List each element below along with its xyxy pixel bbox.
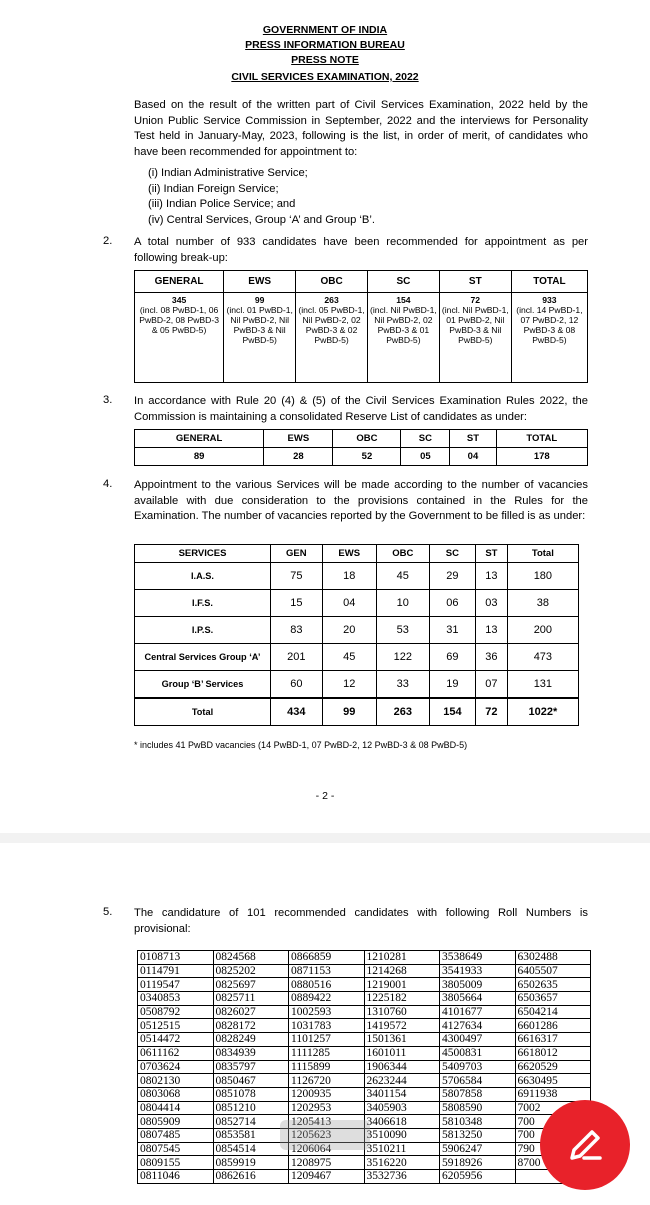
roll-number-cell: 0114791 bbox=[138, 964, 214, 978]
reserve-header: TOTAL bbox=[496, 430, 587, 448]
roll-number-cell: 0835797 bbox=[213, 1060, 289, 1074]
breakup-cell: 263 (incl. 05 PwBD-1, Nil PwBD-2, 02 PwBD-3 & 02 PwBD-5) bbox=[296, 293, 368, 383]
table-row: I.P.S. 83 20 53 31 13 200 bbox=[135, 617, 579, 644]
roll-number-cell: 0852714 bbox=[213, 1115, 289, 1129]
vacancies-header: EWS bbox=[322, 545, 376, 563]
services-list-item: (iii) Indian Police Service; and bbox=[148, 198, 296, 210]
para-2-number: 2. bbox=[103, 235, 113, 247]
reserve-cell: 05 bbox=[401, 448, 450, 466]
roll-number-cell: 6601286 bbox=[515, 1019, 591, 1033]
roll-number-cell: 0862616 bbox=[213, 1170, 289, 1184]
vacancies-header: SC bbox=[429, 545, 475, 563]
roll-number-cell: 790 bbox=[515, 1142, 591, 1156]
roll-number-cell: 0512515 bbox=[138, 1019, 214, 1033]
table-row: Central Services Group ‘A’ 201 45 122 69 36 473 bbox=[135, 644, 579, 671]
vacancies-header: ST bbox=[476, 545, 508, 563]
table-row bbox=[138, 1019, 591, 1033]
roll-number-cell: 1200935 bbox=[289, 1087, 365, 1101]
header-line-1: GOVERNMENT OF INDIA bbox=[262, 24, 388, 36]
table-row: I.A.S. 75 18 45 29 13 180 bbox=[135, 563, 579, 590]
roll-number-cell: 1031783 bbox=[289, 1019, 365, 1033]
roll-number-cell: 1206064 bbox=[289, 1142, 365, 1156]
vacancies-table bbox=[134, 544, 579, 726]
roll-number-cell: 0880516 bbox=[289, 978, 365, 992]
roll-number-cell: 6911938 bbox=[515, 1087, 591, 1101]
roll-number-cell: 1906344 bbox=[364, 1060, 440, 1074]
roll-number-cell: 6630495 bbox=[515, 1074, 591, 1088]
roll-number-cell: 0824568 bbox=[213, 951, 289, 965]
roll-number-cell: 0809155 bbox=[138, 1156, 214, 1170]
footnote: * includes 41 PwBD vacancies (14 PwBD-1, 07 PwBD-2, 12 PwBD-3 & 08 PwBD-5) bbox=[134, 740, 468, 750]
header-line-3: PRESS NOTE bbox=[291, 54, 359, 66]
roll-number-cell: 0804414 bbox=[138, 1101, 214, 1115]
roll-number-cell: 0851078 bbox=[213, 1087, 289, 1101]
roll-number-cell: 5706584 bbox=[440, 1074, 516, 1088]
table-row bbox=[138, 1046, 591, 1060]
roll-number-cell: 8700 bbox=[515, 1156, 591, 1170]
roll-number-cell: 0851210 bbox=[213, 1101, 289, 1115]
roll-number-cell: 1126720 bbox=[289, 1074, 365, 1088]
roll-number-cell: 1225182 bbox=[364, 992, 440, 1006]
table-row bbox=[138, 978, 591, 992]
roll-number-cell: 0108713 bbox=[138, 951, 214, 965]
table-row bbox=[138, 951, 591, 965]
breakup-cell: 345 (incl. 08 PwBD-1, 06 PwBD-2, 08 PwBD-3 & 05 PwBD-5) bbox=[135, 293, 224, 383]
roll-number-cell: 6302488 bbox=[515, 951, 591, 965]
roll-number-cell: 0811046 bbox=[138, 1170, 214, 1184]
roll-number-cell: 3406618 bbox=[364, 1115, 440, 1129]
vacancies-header: Total bbox=[507, 545, 578, 563]
roll-number-cell: 700 bbox=[515, 1115, 591, 1129]
roll-number-cell: 3405903 bbox=[364, 1101, 440, 1115]
roll-number-cell: 1419572 bbox=[364, 1019, 440, 1033]
table-row bbox=[138, 1101, 591, 1115]
table-row bbox=[138, 1005, 591, 1019]
reserve-header: EWS bbox=[264, 430, 333, 448]
reserve-cell: 89 bbox=[135, 448, 264, 466]
services-list-item: (iv) Central Services, Group ‘A’ and Group ‘B’. bbox=[148, 213, 375, 226]
breakup-header: TOTAL bbox=[511, 271, 587, 293]
roll-number-cell: 0803068 bbox=[138, 1087, 214, 1101]
roll-number-cell: 0807545 bbox=[138, 1142, 214, 1156]
roll-number-cell: 0853581 bbox=[213, 1128, 289, 1142]
roll-number-cell: 1219001 bbox=[364, 978, 440, 992]
roll-number-cell: 700 bbox=[515, 1128, 591, 1142]
roll-number-cell: 1208975 bbox=[289, 1156, 365, 1170]
roll-number-cell: 5808590 bbox=[440, 1101, 516, 1115]
table-row bbox=[138, 992, 591, 1006]
services-list bbox=[148, 166, 375, 228]
roll-number-cell: 0871153 bbox=[289, 964, 365, 978]
reserve-header: GENERAL bbox=[135, 430, 264, 448]
roll-number-cell: 1601011 bbox=[364, 1046, 440, 1060]
roll-number-cell: 5810348 bbox=[440, 1115, 516, 1129]
roll-number-cell: 5906247 bbox=[440, 1142, 516, 1156]
table-row bbox=[138, 1170, 591, 1184]
roll-number-cell: 3516220 bbox=[364, 1156, 440, 1170]
roll-number-cell: 0825697 bbox=[213, 978, 289, 992]
roll-number-cell: 1205623 bbox=[289, 1128, 365, 1142]
table-row bbox=[138, 1074, 591, 1088]
roll-number-cell: 1205413 bbox=[289, 1115, 365, 1129]
header-line-2: PRESS INFORMATION BUREAU bbox=[245, 39, 405, 51]
table-row bbox=[138, 1033, 591, 1047]
roll-number-cell: 1214268 bbox=[364, 964, 440, 978]
roll-number-cell: 3538649 bbox=[440, 951, 516, 965]
scroll-indicator bbox=[280, 1120, 370, 1150]
edit-fab-button[interactable] bbox=[540, 1100, 630, 1190]
reserve-header: OBC bbox=[333, 430, 401, 448]
roll-number-cell: 4500831 bbox=[440, 1046, 516, 1060]
reserve-header: ST bbox=[450, 430, 496, 448]
roll-number-cell: 0889422 bbox=[289, 992, 365, 1006]
roll-number-cell: 0508792 bbox=[138, 1005, 214, 1019]
table-row bbox=[138, 964, 591, 978]
roll-number-cell: 0854514 bbox=[213, 1142, 289, 1156]
reserve-header: SC bbox=[401, 430, 450, 448]
para-5-text: The candidature of 101 recommended candidates with following Roll Numbers is provisional: bbox=[134, 907, 588, 935]
roll-number-cell: 1115899 bbox=[289, 1060, 365, 1074]
roll-number-cell: 4300497 bbox=[440, 1033, 516, 1047]
breakup-table bbox=[134, 270, 588, 383]
roll-number-cell: 7002 bbox=[515, 1101, 591, 1115]
roll-number-cell: 0611162 bbox=[138, 1046, 214, 1060]
roll-number-cell: 6504214 bbox=[515, 1005, 591, 1019]
roll-number-cell: 4101677 bbox=[440, 1005, 516, 1019]
roll-number-cell: 1101257 bbox=[289, 1033, 365, 1047]
roll-number-cell: 0850467 bbox=[213, 1074, 289, 1088]
roll-number-cell: 0805909 bbox=[138, 1115, 214, 1129]
reserve-table bbox=[134, 429, 588, 466]
roll-number-cell: 4127634 bbox=[440, 1019, 516, 1033]
vacancies-header: SERVICES bbox=[135, 545, 271, 563]
roll-number-cell: 2623244 bbox=[364, 1074, 440, 1088]
intro-paragraph: Based on the result of the written part of Civil Services Examination, 2022 held by the Union Public Service Commission in September, 2022 and the interviews for Personality Test held in January-May, 2023, following is the list, in order of merit, of candidates who have been recommended for appointment to: bbox=[134, 99, 588, 158]
header-line-4: CIVIL SERVICES EXAMINATION, 2022 bbox=[231, 71, 419, 83]
roll-number-cell: 0340853 bbox=[138, 992, 214, 1006]
roll-number-cell: 0119547 bbox=[138, 978, 214, 992]
total-row: Total 434 99 263 154 72 1022* bbox=[135, 698, 579, 726]
roll-number-cell: 0825711 bbox=[213, 992, 289, 1006]
roll-number-cell: 3532736 bbox=[364, 1170, 440, 1184]
para-2-text: A total number of 933 candidates have been recommended for appointment as per following break-up: bbox=[134, 236, 588, 264]
roll-number-cell: 0807485 bbox=[138, 1128, 214, 1142]
roll-number-cell: 5813250 bbox=[440, 1128, 516, 1142]
roll-number-cell: 3510211 bbox=[364, 1142, 440, 1156]
page-separator bbox=[0, 833, 650, 843]
breakup-header: SC bbox=[367, 271, 439, 293]
roll-number-cell: 5409703 bbox=[440, 1060, 516, 1074]
roll-number-cell: 5807858 bbox=[440, 1087, 516, 1101]
reserve-cell: 28 bbox=[264, 448, 333, 466]
table-row bbox=[138, 1060, 591, 1074]
roll-number-cell: 3401154 bbox=[364, 1087, 440, 1101]
para-3-text: In accordance with Rule 20 (4) & (5) of the Civil Services Examination Rules 2022, the Commission is maintaining a consolidated Reserve List of candidates as under: bbox=[134, 395, 588, 423]
para-4-number: 4. bbox=[103, 478, 113, 490]
roll-number-cell: 6405507 bbox=[515, 964, 591, 978]
breakup-cell: 154 (incl. Nil PwBD-1, Nil PwBD-2, 02 PwBD-3 & 01 PwBD-5) bbox=[367, 293, 439, 383]
roll-number-cell: 3541933 bbox=[440, 964, 516, 978]
roll-number-cell: 0514472 bbox=[138, 1033, 214, 1047]
reserve-cell: 178 bbox=[496, 448, 587, 466]
roll-number-cell: 1002593 bbox=[289, 1005, 365, 1019]
breakup-cell: 72 (incl. Nil PwBD-1, 01 PwBD-2, Nil PwBD-3 & Nil PwBD-5) bbox=[439, 293, 511, 383]
roll-number-cell: 3510090 bbox=[364, 1128, 440, 1142]
page-number: - 2 - bbox=[315, 790, 335, 802]
roll-number-cell: 6616317 bbox=[515, 1033, 591, 1047]
roll-number-cell: 1210281 bbox=[364, 951, 440, 965]
roll-number-cell: 0703624 bbox=[138, 1060, 214, 1074]
roll-number-cell: 1111285 bbox=[289, 1046, 365, 1060]
table-row: Group ‘B’ Services 60 12 33 19 07 131 bbox=[135, 671, 579, 699]
roll-number-cell: 0859919 bbox=[213, 1156, 289, 1170]
roll-number-cell: 3805009 bbox=[440, 978, 516, 992]
breakup-cell: 99 (incl. 01 PwBD-1, Nil PwBD-2, Nil PwBD-3 & Nil PwBD-5) bbox=[224, 293, 296, 383]
table-row: I.F.S. 15 04 10 06 03 38 bbox=[135, 590, 579, 617]
breakup-header: OBC bbox=[296, 271, 368, 293]
roll-number-cell: 1209467 bbox=[289, 1170, 365, 1184]
roll-number-cell: 1202953 bbox=[289, 1101, 365, 1115]
roll-number-cell: 0826027 bbox=[213, 1005, 289, 1019]
roll-number-cell: 5918926 bbox=[440, 1156, 516, 1170]
para-3-number: 3. bbox=[103, 394, 113, 406]
roll-number-cell: 0825202 bbox=[213, 964, 289, 978]
breakup-header: ST bbox=[439, 271, 511, 293]
roll-number-cell: 1501361 bbox=[364, 1033, 440, 1047]
services-list-item: (ii) Indian Foreign Service; bbox=[148, 182, 279, 195]
breakup-cell: 933 (incl. 14 PwBD-1, 07 PwBD-2, 12 PwBD-3 & 08 PwBD-5) bbox=[511, 293, 587, 383]
vacancies-header: OBC bbox=[376, 545, 429, 563]
para-4-text: Appointment to the various Services will be made according to the number of vacancies available with due consideration to the provisions contained in the Rules for the Examination. The number of vacancies reported by the Government to be filled is as under: bbox=[134, 479, 588, 522]
table-row bbox=[138, 1156, 591, 1170]
roll-number-cell: 0802130 bbox=[138, 1074, 214, 1088]
roll-number-cell: 0866859 bbox=[289, 951, 365, 965]
para-5-number: 5. bbox=[103, 906, 113, 918]
roll-number-cell: 0828249 bbox=[213, 1033, 289, 1047]
breakup-header: GENERAL bbox=[135, 271, 224, 293]
roll-number-cell: 6502635 bbox=[515, 978, 591, 992]
roll-number-cell: 6620529 bbox=[515, 1060, 591, 1074]
roll-number-cell: 1310760 bbox=[364, 1005, 440, 1019]
roll-number-cell: 0828172 bbox=[213, 1019, 289, 1033]
roll-number-cell: 6503657 bbox=[515, 992, 591, 1006]
roll-number-cell: 6205956 bbox=[440, 1170, 516, 1184]
pencil-icon bbox=[562, 1122, 608, 1168]
services-list-item: (i) Indian Administrative Service; bbox=[148, 167, 308, 179]
reserve-cell: 04 bbox=[450, 448, 496, 466]
breakup-header: EWS bbox=[224, 271, 296, 293]
reserve-cell: 52 bbox=[333, 448, 401, 466]
vacancies-header: GEN bbox=[271, 545, 323, 563]
roll-number-cell: 0834939 bbox=[213, 1046, 289, 1060]
roll-number-cell: 3805664 bbox=[440, 992, 516, 1006]
roll-number-cell: 6618012 bbox=[515, 1046, 591, 1060]
table-row bbox=[138, 1087, 591, 1101]
